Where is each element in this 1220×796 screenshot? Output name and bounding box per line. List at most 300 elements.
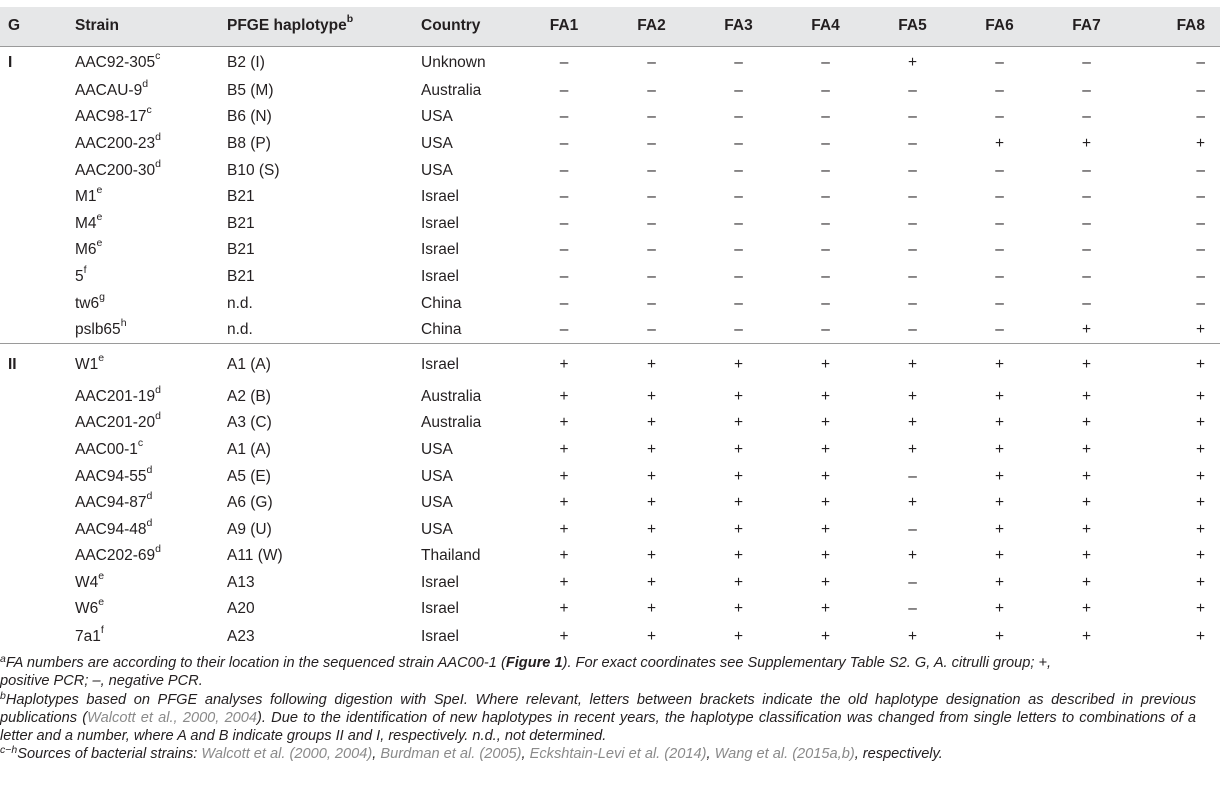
fa2-cell: + [646,414,657,432]
pfge-cell: n.d. [227,321,253,339]
fa1-cell: – [559,214,569,232]
pfge-cell: A6 (G) [227,494,273,512]
reference-link[interactable]: Burdman et al. (2005) [380,746,522,763]
strain-cell: tw6$^g$ [75,290,105,312]
pfge-cell: A1 (A) [227,440,271,458]
fa7-cell: + [1081,627,1092,645]
pfge-cell: A23 [227,627,255,645]
table-row [0,264,1220,291]
strain-cell: AAC201-19$^d$ [75,383,161,405]
fa6-cell: + [994,600,1005,618]
header-fa4: FA4 [811,17,840,35]
fa4-cell: – [821,294,830,312]
group-label: II [0,344,75,384]
table-row [0,46,1220,78]
group-label [0,131,75,158]
header-g: G [8,17,21,35]
table-row [0,383,1220,410]
fa4-cell: + [820,573,831,591]
country-cell: USA [421,467,453,485]
fa2-cell: – [647,134,656,152]
group-i-body [0,46,1220,344]
pfge-cell: B6 (N) [227,108,272,126]
fa7-cell: – [1043,46,1130,78]
fa6-cell: + [994,494,1005,512]
table-row [0,210,1220,237]
fa4-cell: – [821,214,830,232]
fa6-cell: + [994,414,1005,432]
pfge-cell: A3 (C) [227,414,272,432]
fa5-cell: – [908,81,917,99]
fa8-cell: + [1195,321,1205,339]
fa8-cell: + [1195,520,1205,538]
fa8-cell: + [1195,573,1205,591]
header-country: Country [421,17,481,35]
fa5-cell: + [907,414,918,432]
fa6-cell: – [995,188,1004,206]
pfge-cell: A13 [227,573,255,591]
fa8-cell: + [1195,547,1205,565]
fa8-cell: – [1196,81,1205,99]
fa6-cell: + [956,344,1043,384]
strain-cell: AAC200-23$^d$ [75,130,161,152]
fa5-cell: – [908,467,917,485]
country-cell: USA [421,494,453,512]
fa2-cell: + [646,520,657,538]
fa8-cell: + [1195,494,1205,512]
country-cell: Israel [421,344,520,384]
pfge-cell: B2 (I) [227,46,421,78]
table-row [0,290,1220,317]
fa8-cell: – [1196,214,1205,232]
fa4-cell: – [821,108,830,126]
group-label [0,290,75,317]
fa8-cell: + [1195,387,1205,405]
country-cell: Israel [421,627,459,645]
fa3-cell: – [695,46,782,78]
fa1-cell: – [559,161,569,179]
country-cell: Australia [421,387,482,405]
fa4-cell: + [820,494,831,512]
fa7-cell: + [1081,547,1092,565]
pfge-cell: B21 [227,267,255,285]
fa1-cell: + [559,467,569,485]
pfge-cell: A1 (A) [227,344,421,384]
footnotes [0,654,1196,764]
fa7-cell: – [1082,267,1091,285]
pfge-cell: B21 [227,241,255,259]
fa8-cell: – [1196,267,1205,285]
fa7-cell: – [1082,188,1091,206]
fa7-cell: + [1081,600,1092,618]
pfge-cell: B10 (S) [227,161,280,179]
fa1-cell: + [559,414,569,432]
strain-cell: W6e [75,596,105,618]
pfge-cell: A20 [227,600,255,618]
fa7-cell: + [1043,344,1130,384]
strain-cell: M4e [75,210,103,232]
fa3-cell: + [733,440,744,458]
table-row [0,344,1220,384]
table-row [0,237,1220,264]
fa3-cell: + [733,467,744,485]
table-row [0,437,1220,464]
table-row [0,623,1220,651]
pfge-cell: B21 [227,188,255,206]
fa5-cell: – [908,134,917,152]
fa3-cell: + [733,494,744,512]
group-ii-body [0,344,1220,651]
fa3-cell: – [734,188,743,206]
fa8-cell: + [1195,414,1205,432]
fa5-cell: – [908,600,917,618]
fa2-cell: – [647,294,656,312]
fa4-cell: – [821,267,830,285]
group-label [0,543,75,570]
fa7-cell: – [1082,294,1091,312]
strain-cell: AAC94-55$^d$ [75,463,153,485]
fa5-cell: – [908,108,917,126]
group-label [0,570,75,597]
fa6-cell: – [995,81,1004,99]
table-row [0,78,1220,105]
fa5-cell: – [908,573,917,591]
fa2-cell: + [646,573,657,591]
group-label [0,596,75,623]
fa4-cell: + [820,467,831,485]
table-row [0,570,1220,597]
group-label [0,317,75,344]
fa5-cell: – [908,520,917,538]
fa6-cell: + [994,387,1005,405]
fa6-cell: – [995,267,1004,285]
fa1-cell: – [559,294,569,312]
group-label [0,490,75,517]
header-fa6: FA6 [985,17,1014,35]
fa1-cell: – [559,188,569,206]
fa3-cell: – [734,267,743,285]
country-cell: USA [421,108,453,126]
fa6-cell: + [994,134,1005,152]
fa5-cell: + [907,387,918,405]
fa4-cell: – [821,321,830,339]
footnote-c-h: $^{c-h}$Sources of bacterial strains: Walcott et al. (2000, 2004), Burdman et al. (2005), Eckshtain-Levi et al. (2014), Wang et al. (2015a,b), respectively. [0,744,943,763]
fa4-cell: – [782,46,869,78]
header-fa1: FA1 [549,17,579,35]
group-label [0,383,75,410]
fa6-cell: – [995,161,1004,179]
strain-table [0,7,1220,651]
strain-cell: AAC201-20$^d$ [75,410,161,432]
fa1-cell: – [559,267,569,285]
country-cell: USA [421,161,453,179]
strain-cell: AAC92-305$^c$ [75,46,227,78]
fa2-cell: – [647,267,656,285]
fa2-cell: + [646,547,657,565]
fa4-cell: – [821,134,830,152]
fa8-cell: + [1130,344,1220,384]
fa5-cell: – [908,294,917,312]
header-fa3: FA3 [724,17,753,35]
country-cell: China [421,321,462,339]
fa4-cell: – [821,161,830,179]
strain-cell: AAC200-30$^d$ [75,157,161,179]
group-label [0,410,75,437]
fa5-cell: – [908,214,917,232]
fa6-cell: + [994,573,1005,591]
fa5-cell: + [907,440,918,458]
table-row [0,516,1220,543]
fa3-cell: – [734,294,743,312]
country-cell: Israel [421,241,459,259]
fa5-cell: – [908,188,917,206]
strain-cell: AAC94-48$^d$ [75,516,153,538]
fa4-cell: + [820,547,831,565]
country-cell: China [421,294,462,312]
country-cell: USA [421,520,453,538]
fa2-cell: + [646,387,657,405]
fa5-cell: – [908,321,917,339]
header-fa2: FA2 [637,17,666,35]
fa6-cell: – [995,214,1004,232]
group-label [0,184,75,211]
fa1-cell: + [559,547,569,565]
strain-cell: 7a1$^f$ [75,623,104,645]
fa2-cell: – [647,321,656,339]
strain-cell: AAC98-17$^c$ [75,104,152,126]
header-pfge: PFGE haplotype$^b$ [227,13,354,35]
fa5-cell: + [869,344,956,384]
footnote-b: $^b$Haplotypes based on PFGE analyses following digestion with SpeI. Where relevant, letters between brackets indicate the old haplotype designation as described in previous publications (Walcott et al., 2000, 2004). Due to the identification of new haplotypes in recent years, the haplotype classification was changed from single letters to combinations of a letter and a number, where A and B indicate groups II and I, respectively. n.d., not determined. [0,689,1197,745]
fa6-cell: – [995,241,1004,259]
fa1-cell: + [559,573,569,591]
group-label [0,623,75,651]
fa7-cell: – [1082,81,1091,99]
country-cell: USA [421,440,453,458]
footnote-a: $^a$FA numbers are according to their location in the sequenced strain AAC00-1 (Figure 1). For exact coordinates see Supplementary Table S2. G, A. citrulli group; +, positive PCR; –, negative PCR. [0,653,1052,690]
strain-cell: W4e [75,569,105,591]
fa3-cell: + [695,344,782,384]
country-cell: Australia [421,81,482,99]
group-label [0,264,75,291]
country-cell: Australia [421,414,482,432]
group-label [0,104,75,131]
strain-cell: W1e [75,344,227,384]
fa8-cell: – [1196,188,1205,206]
fa3-cell: + [733,414,744,432]
reference-link[interactable]: Walcott et al., 2000, 2004 [87,709,258,726]
fa1-cell: + [520,344,608,384]
country-cell: Israel [421,600,459,618]
group-label [0,516,75,543]
fa7-cell: + [1081,321,1092,339]
strain-cell: AAC94-87$^d$ [75,490,153,512]
fa6-cell: – [956,46,1043,78]
country-cell: Israel [421,188,459,206]
fa3-cell: + [733,627,744,645]
fa1-cell: + [559,387,569,405]
fa8-cell: – [1196,294,1205,312]
fa4-cell: + [782,344,869,384]
fa6-cell: – [995,321,1004,339]
fa7-cell: – [1082,108,1091,126]
fa8-cell: + [1195,627,1205,645]
fa8-cell: – [1196,241,1205,259]
country-cell: USA [421,134,453,152]
fa5-cell: + [907,494,918,512]
fa4-cell: + [820,414,831,432]
fa4-cell: – [821,241,830,259]
fa7-cell: + [1081,494,1092,512]
fa5-cell: – [908,267,917,285]
fa6-cell: + [994,547,1005,565]
fa6-cell: + [994,467,1005,485]
fa6-cell: + [994,520,1005,538]
fa2-cell: – [647,161,656,179]
country-cell: Israel [421,573,459,591]
table-row [0,543,1220,570]
fa2-cell: + [608,344,695,384]
fa4-cell: + [820,440,831,458]
fa8-cell: + [1195,134,1205,152]
reference-link[interactable]: Eckshtain-Levi et al. (2014) [529,746,707,763]
fa2-cell: – [647,214,656,232]
country-cell: Thailand [421,547,481,565]
fa1-cell: + [559,627,569,645]
fa1-cell: – [520,46,608,78]
strain-cell: AAC202-69$^d$ [75,543,161,565]
fa3-cell: + [733,520,744,538]
fa6-cell: – [995,294,1004,312]
table-row [0,463,1220,490]
group-label: I [0,46,75,78]
fa1-cell: – [559,108,569,126]
fa1-cell: + [559,600,569,618]
fa7-cell: + [1081,467,1092,485]
fa3-cell: + [733,573,744,591]
fa2-cell: + [646,494,657,512]
fa4-cell: – [821,81,830,99]
fa1-cell: – [559,134,569,152]
fa5-cell: + [907,627,918,645]
fa8-cell: – [1196,161,1205,179]
fa3-cell: – [734,81,743,99]
fa7-cell: – [1082,214,1091,232]
fa4-cell: + [820,600,831,618]
fa7-cell: – [1082,241,1091,259]
fa6-cell: – [995,108,1004,126]
fa3-cell: – [734,134,743,152]
fa4-cell: + [820,387,831,405]
strain-cell: 5$^f$ [75,263,87,285]
strain-cell: AACAU-9$^d$ [75,77,149,99]
table-row [0,596,1220,623]
fa7-cell: – [1082,161,1091,179]
strain-cell: pslb65$^h$ [75,317,127,339]
fa5-cell: – [908,161,917,179]
fa2-cell: – [647,188,656,206]
fa6-cell: + [994,440,1005,458]
table-row [0,131,1220,158]
pfge-cell: B8 (P) [227,134,271,152]
reference-link[interactable]: Wang et al. (2015a,b) [714,746,855,763]
fa8-cell: + [1195,440,1205,458]
table-row [0,317,1220,344]
fa3-cell: – [734,161,743,179]
fa8-cell: + [1195,600,1205,618]
fa4-cell: + [820,520,831,538]
country-cell: Israel [421,214,459,232]
fa7-cell: + [1081,520,1092,538]
table-row [0,184,1220,211]
strain-cell: AAC00-1$^c$ [75,436,144,458]
strain-cell: M6e [75,237,103,259]
fa3-cell: – [734,214,743,232]
country-cell: Israel [421,267,459,285]
fa3-cell: + [733,387,744,405]
reference-link[interactable]: Walcott et al. (2000, 2004) [201,746,373,763]
fa1-cell: + [559,520,569,538]
pfge-cell: n.d. [227,294,253,312]
header-strain: Strain [75,17,119,35]
fa4-cell: – [821,188,830,206]
group-label [0,237,75,264]
group-label [0,210,75,237]
fa2-cell: + [646,440,657,458]
fa5-cell: + [907,547,918,565]
header-row [0,7,1220,46]
fa1-cell: – [559,321,569,339]
table-row [0,410,1220,437]
pfge-cell: A9 (U) [227,520,272,538]
fa3-cell: – [734,321,743,339]
fa7-cell: + [1081,573,1092,591]
fa6-cell: + [994,627,1005,645]
fa4-cell: + [820,627,831,645]
fa2-cell: – [647,108,656,126]
fa1-cell: – [559,241,569,259]
fa8-cell: + [1195,467,1205,485]
fa5-cell: + [869,46,956,78]
strain-cell: M1e [75,184,103,206]
group-label [0,78,75,105]
fa8-cell: – [1196,108,1205,126]
fa8-cell: – [1130,46,1220,78]
fa7-cell: + [1081,134,1092,152]
header-fa8: FA8 [1176,17,1205,35]
table-row [0,490,1220,517]
fa2-cell: + [646,600,657,618]
fa3-cell: – [734,241,743,259]
header-fa7: FA7 [1072,17,1101,35]
pfge-cell: B5 (M) [227,81,274,99]
pfge-cell: B21 [227,214,255,232]
fa7-cell: + [1081,440,1092,458]
fa5-cell: – [908,241,917,259]
fa2-cell: – [647,81,656,99]
fa3-cell: + [733,600,744,618]
pfge-cell: A2 (B) [227,387,271,405]
fa2-cell: + [646,467,657,485]
fa7-cell: + [1081,414,1092,432]
fa7-cell: + [1081,387,1092,405]
fa3-cell: + [733,547,744,565]
fa2-cell: + [646,627,657,645]
group-label [0,463,75,490]
fa2-cell: – [647,241,656,259]
table-row [0,104,1220,131]
pfge-cell: A11 (W) [227,547,283,565]
